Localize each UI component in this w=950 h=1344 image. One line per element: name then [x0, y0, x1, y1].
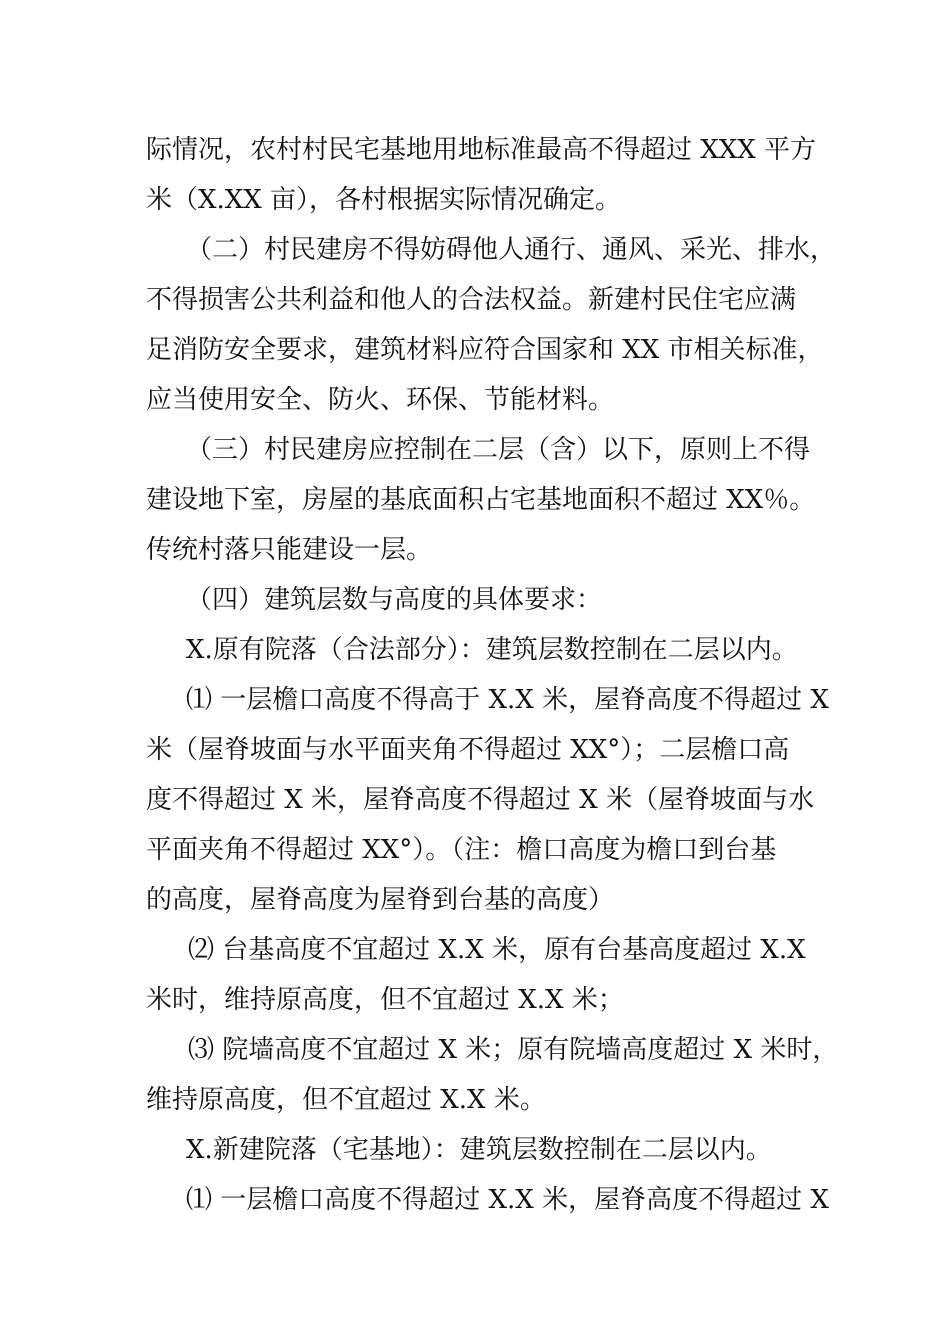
text-line-8: 建设地下室，房屋的基底面积占宅基地面积不超过 XX％。	[146, 485, 816, 515]
text-line-4: 不得损害公共利益和他人的合法权益。新建村民住宅应满	[146, 285, 797, 315]
text-line-6: 应当使用安全、防火、环保、节能材料。	[146, 385, 615, 415]
text-line-12: ⑴ 一层檐口高度不得高于 X.X 米，屋脊高度不得超过 X	[186, 685, 829, 715]
text-line-14: 度不得超过 X 米，屋脊高度不得超过 X 米（屋脊坡面与水	[146, 785, 815, 815]
text-line-11: X.原有院落（合法部分）：建筑层数控制在二层以内。	[186, 635, 798, 665]
text-line-13: 米（屋脊坡面与水平面夹角不得超过 XX°）；二层檐口高	[146, 735, 790, 765]
text-line-9: 传统村落只能建设一层。	[146, 535, 433, 565]
text-line-16: 的高度，屋脊高度为屋脊到台基的高度）	[146, 885, 615, 915]
text-line-21: X.新建院落（宅基地）：建筑层数控制在二层以内。	[186, 1135, 772, 1165]
text-line-18: 米时，维持原高度，但不宜超过 X.X 米；	[146, 985, 624, 1015]
text-line-17: ⑵ 台基高度不宜超过 X.X 米，原有台基高度超过 X.X	[188, 935, 806, 965]
text-line-2: 米（X.XX 亩），各村根据实际情况确定。	[146, 185, 622, 215]
text-line-3: （二）村民建房不得妨碍他人通行、通风、采光、排水，	[186, 235, 837, 265]
text-line-10: （四）建筑层数与高度的具体要求：	[186, 585, 603, 615]
text-line-7: （三）村民建房应控制在二层（含）以下，原则上不得	[186, 435, 811, 465]
text-line-19: ⑶ 院墙高度不宜超过 X 米；原有院墙高度超过 X 米时，	[188, 1035, 839, 1065]
text-line-15: 平面夹角不得超过 XX°）。（注：檐口高度为檐口到台基	[146, 835, 777, 865]
text-line-1: 际情况，农村村民宅基地用地标准最高不得超过 XXX 平方	[146, 135, 817, 165]
text-line-22: ⑴ 一层檐口高度不得超过 X.X 米，屋脊高度不得超过 X	[186, 1185, 829, 1215]
text-line-5: 足消防安全要求，建筑材料应符合国家和 XX 市相关标准，	[146, 335, 824, 365]
text-line-20: 维持原高度，但不宜超过 X.X 米。	[146, 1085, 546, 1115]
